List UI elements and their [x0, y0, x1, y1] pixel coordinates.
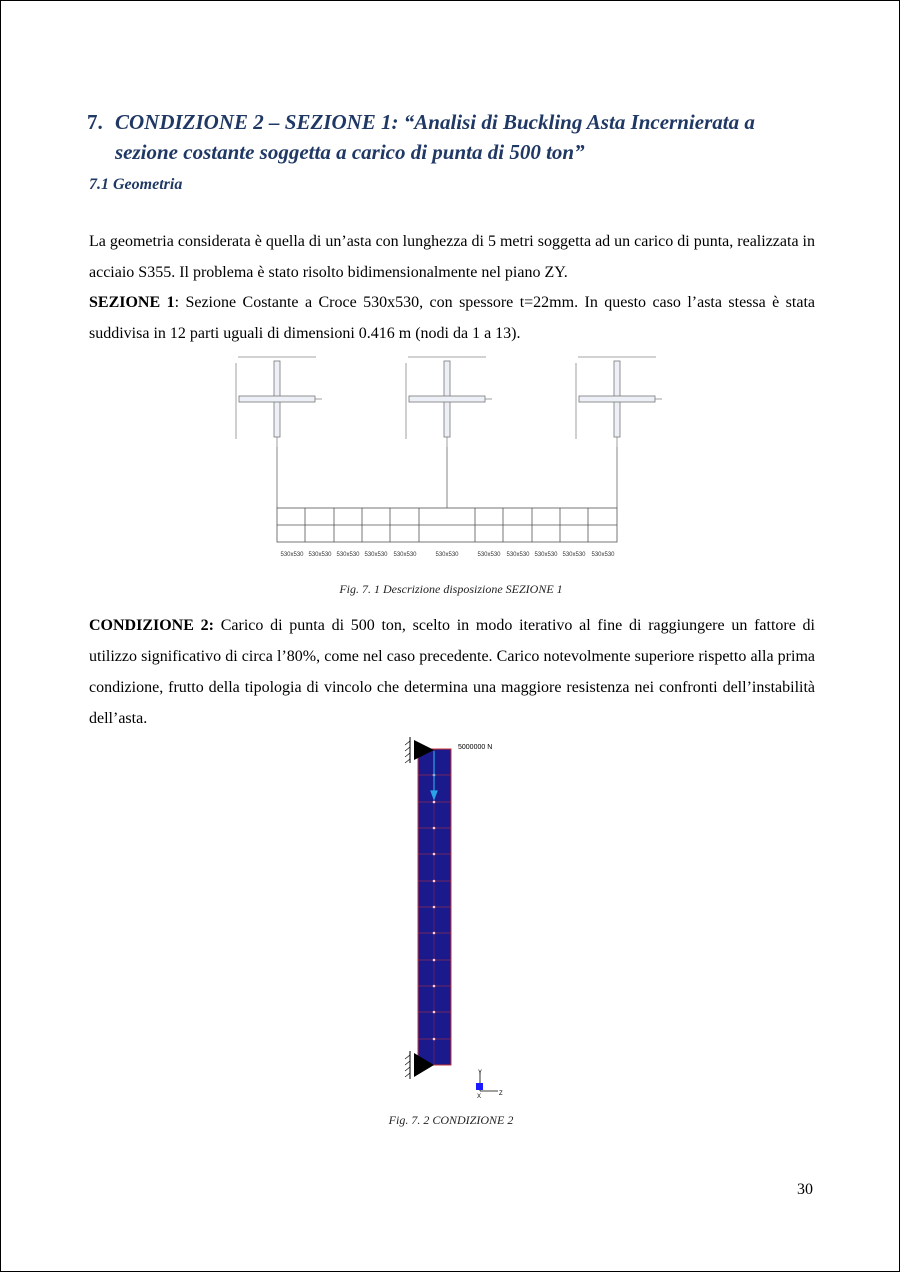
load-label: 5000000 N [458, 744, 493, 751]
segment-label: 530x530 [280, 552, 304, 558]
sezione-paragraph [89, 287, 815, 349]
page-number: 30 [797, 1181, 813, 1198]
segment-label: 530x530 [336, 552, 360, 558]
segment-grid [277, 508, 617, 542]
sezione-text: : Sezione Costante a Croce 530x530, con spessore t=22mm. In questo caso l’asta stessa è stata suddivisa in 12 parti uguali di dimensioni 0.416 m (nodi da 1 a 13). [89, 294, 816, 342]
figure-condizione-model [396, 735, 536, 1105]
segment-label: 530x530 [534, 552, 558, 558]
condizione-label: CONDIZIONE 2: [89, 617, 214, 634]
segment-label: 530x530 [591, 552, 615, 558]
segment-labels [280, 552, 615, 558]
condizione-text: Carico di punta di 500 ton, scelto in modo iterativo al fine di raggiungere un fattore di utilizzo significativo di circa l’80%, come nel caso precedente. Carico notevolmente superiore rispetto alla prima condizione, frutto della tipologia di vincolo che determina una maggiore resistenza nei confronti dell’instabilità dell’asta. [89, 617, 816, 727]
figure-sezione-layout [226, 351, 666, 566]
segment-label: 530x530 [562, 552, 586, 558]
cross-section-1 [236, 357, 322, 447]
condizione-paragraph [89, 610, 815, 734]
figure2-caption: Fig. 7. 2 CONDIZIONE 2 [388, 1113, 514, 1127]
segment-label: 530x530 [308, 552, 332, 558]
segment-label: 530x530 [393, 552, 417, 558]
section-title: CONDIZIONE 2 – SEZIONE 1: “Analisi di Buckling Asta Incernierata a sezione costante soggetta a carico di punta di 500 ton” [115, 110, 755, 164]
axis-y-label: Y [478, 1070, 483, 1076]
axis-z-label: Z [499, 1091, 503, 1097]
segment-label: 530x530 [477, 552, 501, 558]
section-heading [87, 107, 807, 167]
cross-section-3 [576, 357, 662, 447]
axis-triad-icon [476, 1070, 503, 1100]
cross-section-2 [406, 357, 492, 447]
axis-x-label: X [477, 1094, 482, 1100]
section-number: 7. [87, 110, 103, 134]
sezione-label: SEZIONE 1 [89, 294, 175, 311]
geometry-paragraph: La geometria considerata è quella di un’asta con lunghezza di 5 metri soggetta ad un carico di punta, realizzata in acciaio S355. Il problema è stato risolto bidimensionalmente nel piano ZY. [89, 233, 815, 281]
subsection-heading: 7.1 Geometria [89, 176, 183, 193]
figure1-caption: Fig. 7. 1 Descrizione disposizione SEZIONE 1 [339, 582, 563, 596]
segment-label: 530x530 [435, 552, 459, 558]
leader-lines [277, 447, 617, 508]
segment-label: 530x530 [364, 552, 388, 558]
segment-label: 530x530 [506, 552, 530, 558]
